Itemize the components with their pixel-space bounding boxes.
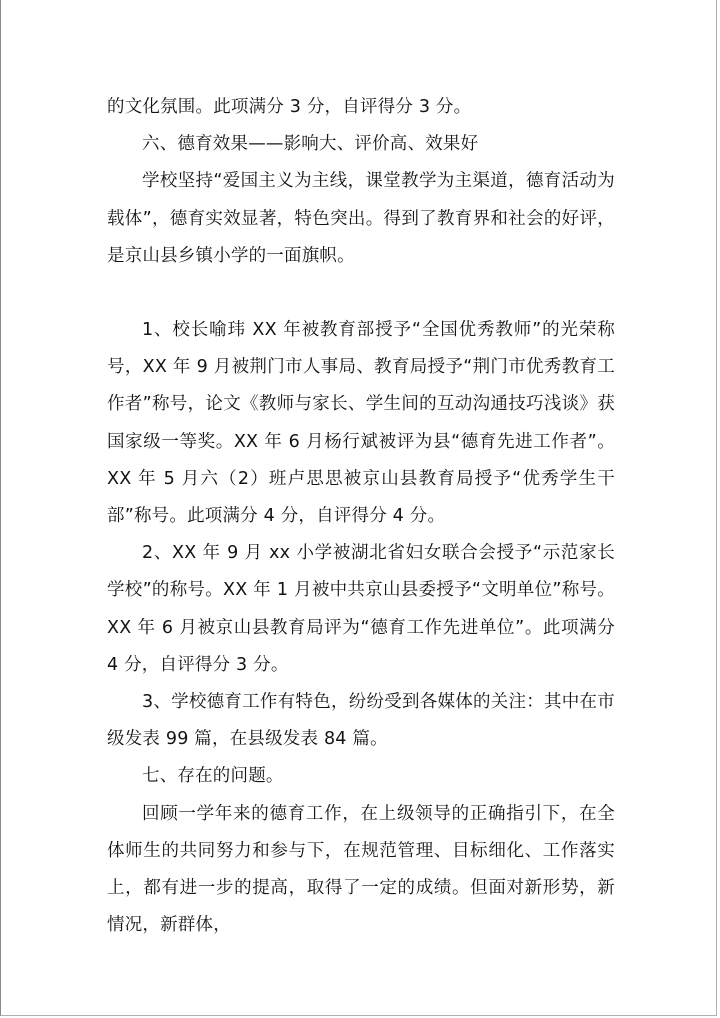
section-heading-moral-education-effect: 六、德育效果——影响大、评价高、效果好	[142, 134, 479, 155]
paragraph-school-principle: 学校坚持“爱国主义为主线，课堂教学为主渠道，德育活动为载体”，德育实效显著，特色突出。得到了教育界和社会的好评，是京山县乡镇小学的一面旗帜。	[107, 171, 615, 266]
paragraph-review: 回顾一学年来的德育工作，在上级领导的正确指引下，在全体师生的共同努力和参与下，在规范管理、目标细化、工作落实上，都有进一步的提高，取得了一定的成绩。但面对新形势，新情况，新群体，	[107, 803, 615, 936]
document-body	[107, 89, 615, 944]
list-item-2-school-honors: 2、XX 年 9 月 xx 小学被湖北省妇女联合会授予“示范家长学校”的称号。XX 年 1 月被中共京山县委授予“文明单位”称号。XX 年 6 月被京山县教育局评为“德育工作先进单位”。此项满分 4 分，自评得分 3 分。	[107, 543, 615, 675]
blank-line	[107, 275, 615, 312]
list-item-3-media-attention: 3、学校德育工作有特色，纷纷受到各媒体的关注：其中在市级发表 99 篇，在县级发表 84 篇。	[107, 692, 615, 750]
list-item-1-awards: 1、校长喻玮 XX 年被教育部授予“全国优秀教师”的光荣称号，XX 年 9 月被荆门市人事局、教育局授予“荆门市优秀教育工作者”称号，论文《教师与家长、学生间的互动沟通技巧浅谈》获国家级一等奖。XX 年 6 月杨行斌被评为县“德育先进工作者”。XX 年 5 月六（2）班卢思思被京山县教育局授予“优秀学生干部”称号。此项满分 4 分，自评得分 4 分。	[107, 320, 615, 527]
paragraph-culture-atmosphere: 的文化氛围。此项满分 3 分，自评得分 3 分。	[107, 97, 472, 117]
section-heading-existing-problems: 七、存在的问题。	[142, 766, 284, 787]
